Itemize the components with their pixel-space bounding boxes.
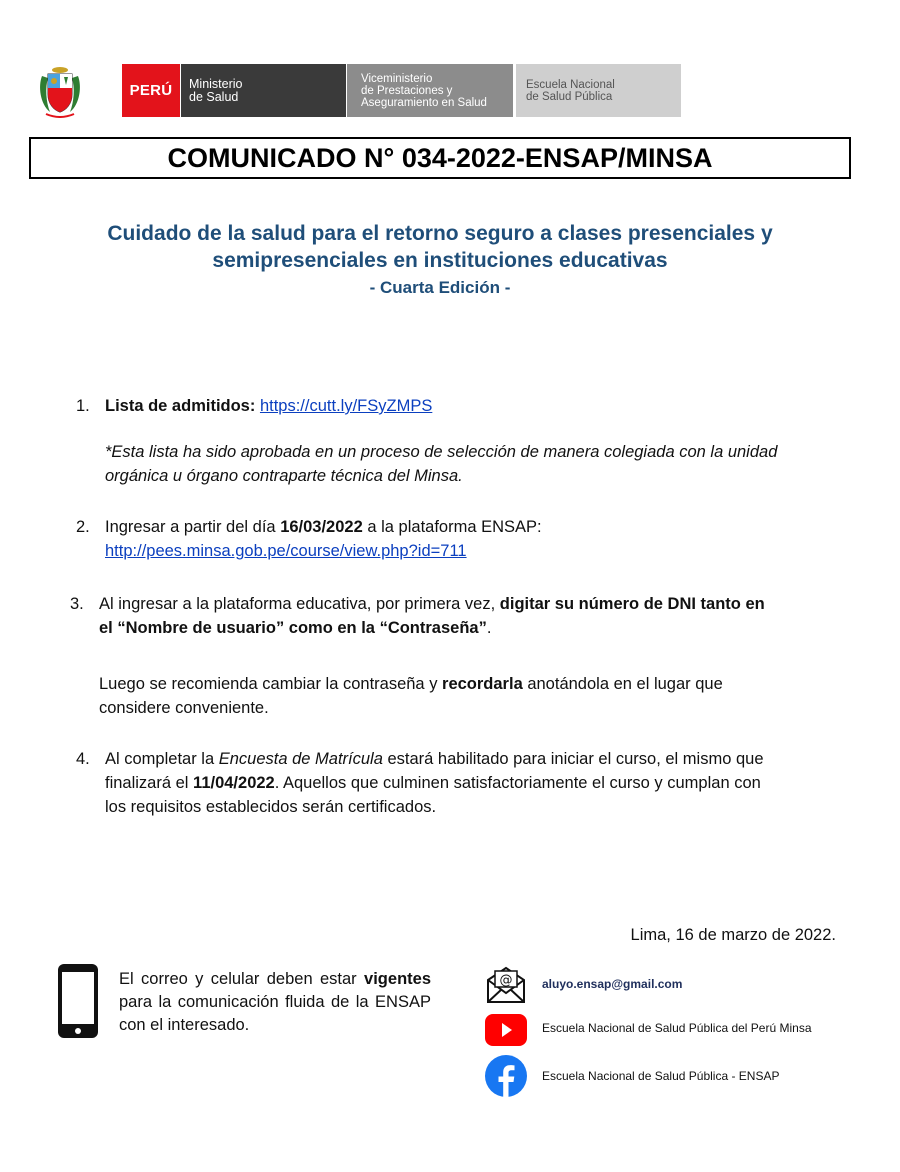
item-4-text	[105, 747, 875, 819]
item-4-post: estará habilitado para iniciar el curso, el mismo que	[382, 750, 764, 768]
end-date: 11/04/2022	[193, 774, 275, 792]
edition-label: - Cuarta Edición -	[369, 278, 511, 297]
item-4-line3: los requisitos establecidos serán certificados.	[105, 798, 437, 816]
item-1-note-line2: orgánica u órgano contraparte técnica del Minsa.	[105, 467, 463, 485]
item-2-post: a la plataforma ENSAP:	[362, 518, 542, 536]
item-3-line2	[99, 616, 869, 640]
admitted-list-link[interactable]: https://cutt.ly/FSyZMPS	[259, 397, 433, 415]
header-logos	[36, 64, 648, 118]
youtube-icon[interactable]	[484, 1006, 528, 1050]
item-3-p2-pre: Luego se recomienda cambiar la contraseña y	[99, 675, 443, 693]
item-4-line2	[105, 771, 875, 795]
item-3-p2-line2: considere conveniente.	[99, 699, 269, 717]
youtube-row	[484, 1006, 812, 1050]
phone-icon	[56, 962, 100, 1040]
item-4-pre: Al completar la	[105, 750, 219, 768]
item-1-note-line1: *Esta lista ha sido aprobada en un proceso de selección de manera colegiada con la unidad	[105, 443, 778, 461]
facebook-icon[interactable]	[484, 1054, 528, 1098]
peru-logo	[122, 64, 180, 117]
item-number: 1.	[76, 397, 90, 415]
survey-name: Encuesta de Matrícula	[218, 750, 383, 768]
item-3-p2-post: anotándola en el lugar que	[522, 675, 723, 693]
vice-label-line1: Viceministerio	[361, 72, 433, 85]
ensap-label-line1: Escuela Nacional	[526, 78, 615, 91]
subtitle-line2: semipresenciales en instituciones educativas	[212, 249, 668, 272]
item-number: 3.	[70, 595, 84, 613]
start-date: 16/03/2022	[280, 518, 363, 536]
item-2-line2	[105, 539, 467, 563]
ensap-label-line2: de Salud Pública	[526, 90, 613, 103]
item-3-pre: Al ingresar a la plataforma educativa, por primera vez,	[99, 595, 500, 613]
minsa-label-line1: Ministerio	[189, 76, 243, 91]
communique-title	[29, 137, 851, 179]
ensap-logo	[516, 64, 681, 117]
platform-link[interactable]: http://pees.minsa.gob.pe/course/view.php?id=711	[105, 542, 467, 560]
note-bold: vigentes	[364, 970, 431, 988]
item-number: 2.	[76, 518, 90, 536]
admitted-list-label: Lista de admitidos:	[105, 397, 256, 415]
email-icon	[484, 962, 528, 1006]
peru-shield-icon	[36, 64, 84, 118]
facebook-row	[484, 1054, 779, 1098]
contact-note	[119, 968, 431, 1037]
item-3-p2-bold: recordarla	[442, 675, 523, 693]
svg-text:@: @	[499, 973, 513, 988]
vice-label-line2: de Prestaciones y	[361, 84, 453, 97]
email-link[interactable]: aluyo.ensap@gmail.com	[542, 977, 683, 991]
facebook-page-name[interactable]: Escuela Nacional de Salud Pública - ENSAP	[542, 1069, 780, 1083]
peru-label: PERÚ	[129, 82, 173, 99]
item-number: 4.	[76, 750, 90, 768]
item-3-para1	[99, 592, 869, 640]
note-post: para la comunicación fluida de la ENSAP con el interesado.	[119, 993, 431, 1034]
note-pre: El correo y celular deben estar	[119, 970, 365, 988]
email-row	[484, 962, 682, 1006]
viceministerio-logo	[347, 64, 513, 117]
item-4-line2-pre: finalizará el	[105, 774, 194, 792]
minsa-logo	[181, 64, 346, 117]
date-line: Lima, 16 de marzo de 2022.	[630, 926, 836, 944]
item-3-bold2: el “Nombre de usuario” como en la “Contraseña”	[99, 619, 487, 637]
item-4-line1	[105, 747, 875, 771]
item-3-line1	[99, 592, 869, 616]
item-3-para2	[99, 672, 869, 720]
youtube-channel-name[interactable]: Escuela Nacional de Salud Pública del Perú Minsa	[542, 1021, 812, 1035]
item-3-post: .	[486, 619, 492, 637]
subtitle	[40, 220, 840, 274]
subtitle-line1: Cuidado de la salud para el retorno seguro a clases presenciales y	[107, 222, 773, 245]
item-2-pre: Ingresar a partir del día	[105, 518, 281, 536]
vice-label-line3: Aseguramiento en Salud	[361, 96, 487, 109]
title-text: COMUNICADO N° 034-2022-ENSAP/MINSA	[167, 142, 713, 173]
item-1-line	[105, 394, 432, 418]
item-2-line1	[105, 515, 542, 539]
item-3-p2-line1	[99, 672, 869, 696]
item-4-line2-post: . Aquellos que culminen satisfactoriamente el curso y cumplan con	[274, 774, 761, 792]
item-3-bold1: digitar su número de DNI tanto en	[499, 595, 765, 613]
item-1-note	[105, 440, 865, 488]
minsa-label-line2: de Salud	[189, 89, 239, 104]
